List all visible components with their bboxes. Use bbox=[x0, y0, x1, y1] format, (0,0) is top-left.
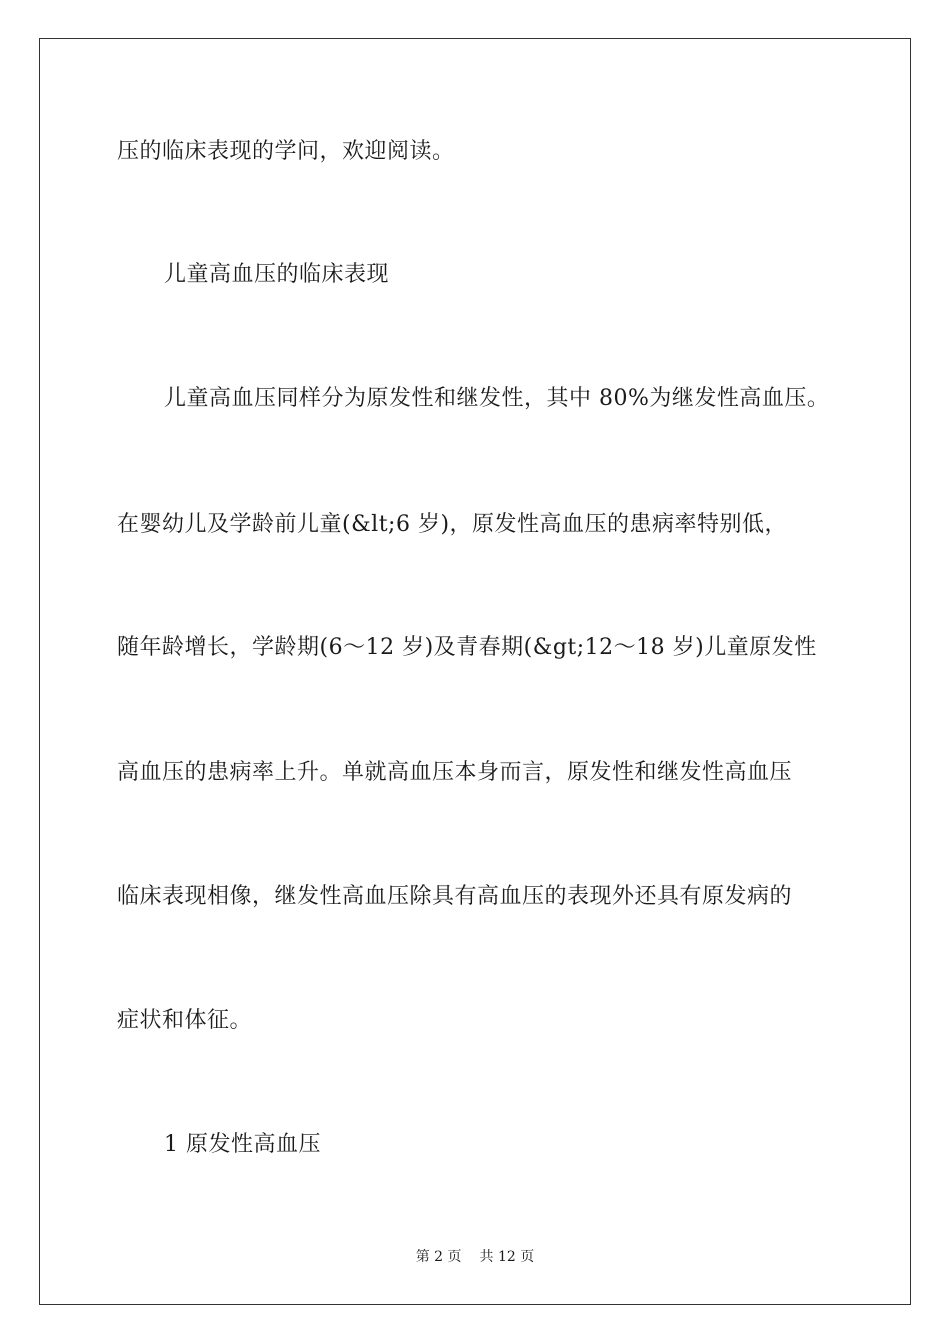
paragraph-line-6: 临床表现相像，继发性高血压除具有高血压的表现外还具有原发病的 bbox=[117, 884, 793, 909]
paragraph-line-3: 在婴幼儿及学龄前儿童(&lt;6 岁)，原发性高血压的患病率特别低， bbox=[117, 512, 788, 537]
page-number: 第 2 页 bbox=[415, 1249, 462, 1265]
total-pages: 共 12 页 bbox=[479, 1249, 535, 1265]
paragraph-line-5: 高血压的患病率上升。单就高血压本身而言，原发性和继发性高血压 bbox=[117, 760, 793, 785]
page-footer bbox=[0, 1248, 950, 1266]
paragraph-line-1: 压的临床表现的学问，欢迎阅读。 bbox=[117, 139, 455, 164]
subsection-heading: 1 原发性高血压 bbox=[164, 1132, 321, 1157]
section-heading: 儿童高血压的临床表现 bbox=[164, 262, 390, 287]
paragraph-line-2: 儿童高血压同样分为原发性和继发性，其中 80%为继发性高血压。 bbox=[164, 386, 830, 411]
paragraph-line-7: 症状和体征。 bbox=[117, 1008, 253, 1033]
page-border bbox=[39, 38, 911, 1305]
paragraph-line-4: 随年龄增长，学龄期(6～12 岁)及青春期(&gt;12～18 岁)儿童原发性 bbox=[117, 635, 817, 660]
